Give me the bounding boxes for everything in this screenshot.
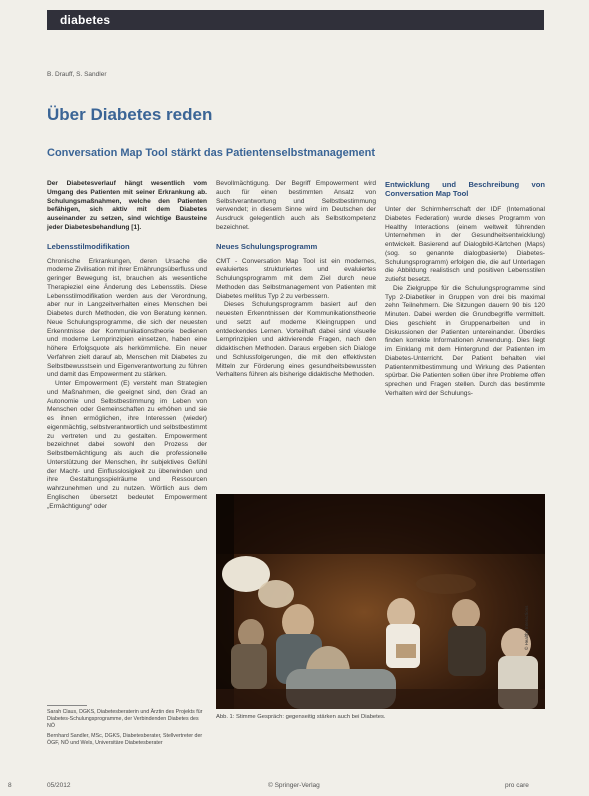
section-label: diabetes [60,13,111,27]
body-paragraph: Dieses Schulungsprogramm basiert auf den neuesten Erkenntnissen der Kommunikationstheorie und setzt auf moderne Kleingruppen und entdeckendes Lernen. Vorteilhaft dabei sind visuelle Lernprinzipien und aktivierende Fragen, nach den didaktischen Methoden. Daraus ergeben sich Dialoge und Schlussfolgerungen, die mit den effektivsten Mitteln zur Förderung eines gesundheitsbewussten Verhaltens führen als bisherige didaktische Methoden. [216,301,376,379]
journal-name: pro care [505,782,529,789]
photo-credit: © Healthy Interactions [524,605,529,650]
section-header-bar [47,10,544,30]
text-column-2 [216,180,376,380]
issue-date: 05/2012 [47,782,71,789]
lead-paragraph: Der Diabetesverlauf hängt wesentlich vom Umgang des Patienten mit seiner Erkrankung ab. Schulungsmaßnahmen, welche den Patienten befähigen, sich aktiv mit dem Diabetes auseinander zu setzen, sind wichtige Bausteine jeder Diabetesbehandlung [1]. [47,180,207,231]
footnote-divider [47,705,87,706]
body-paragraph: Die Zielgruppe für die Schulungsprogramme sind Typ 2-Diabetiker in Gruppen von drei bis maximal zehn Teilnehmern. Die Sitzungen dauern 90 bis 120 Minuten. Dabei werden die Grundbegriffe vermittelt. Dies geschieht in Gruppenarbeiten und in Diskussionen der Patienten untereinander. Überdies finden korrekte Informationen Anwendung. Dies liegt im Einklang mit dem Hintergrund der Patienten im Diabetes-Unterricht. Der Patient behalten viel Patientenmitbestimmung und Wirkung des Patienten spürbar. Die Patienten sollen über ihre Probleme offen sprechen und Fragen stellen. Durch das bestimmte Verhalten wird der Schulungs- [385,284,545,397]
body-paragraph: Bevollmächtigung. Der Begriff Empowerment wird auch für einen bestimmten Ansatz von Selbstverantwortung und Selbstbestimmung verwendet; in diesem Sinne wird im Deutschen der Ausdruck gelegentlich auch als Selbstkompetenz bezeichnet. [216,180,376,231]
body-paragraph: Unter Empowerment (E) versteht man Strategien und Maßnahmen, die geeignet sind, den Grad an Autonomie und Selbstbestimmung im Leben von Menschen oder Gemeinschaften zu erhöhen und sie es ihnen ermöglichen, ihre Interessen (wieder) eigenmächtig, selbstverantwortlich und selbstbestimmt zu vertreten und zu gestalten. Empowerment bezeichnet dabei sowohl den Prozess der Selbstbemächtigung als auch die professionelle Unterstützung der Menschen, ihr subjektives Gefühl der Macht- und Einflusslosigkeit zu überwinden und ihre Gestaltungsspielräume und Ressourcen wahrzunehmen und zu nutzen. Wörtlich aus dem Englischen übersetzt bedeutet Empowerment „Ermächtigung“ oder [47,380,207,510]
body-paragraph: Unter der Schirmherrschaft der IDF (International Diabetes Federation) wurde dieses Programm von Healthy Interactions (einem weltweit führenden Unternehmen in der Gesundheitsentwicklung) entwickelt. Basierend auf Dialogbild-Kärtchen (Maps) (sog. so genannte dialogbasierte) Diabetes-Schulungsprogramm) erfolgen die, die auf Unterlagen die Abbildung realistisch und positiven Lebensstilen zutiefst besetzt. [385,206,545,283]
text-column-3 [385,180,545,399]
author-footnotes [47,705,207,750]
publisher: © Springer-Verlag [268,782,320,789]
article-subtitle: Conversation Map Tool stärkt das Patientenselbstmanagement [47,147,376,159]
text-column-1 [47,180,207,511]
article-authors: B. Drauff, S. Sandler [47,71,107,78]
photo-illustration [216,494,545,709]
footnote: Sarah Claus, DGKS, Diabetesberaterin und Ärztin des Projekts für Diabetes-Schulungsprogramme, der Verbindenden Diabetes des NÖ [47,709,203,729]
body-paragraph: CMT - Conversation Map Tool ist ein modernes, evaluiertes strukturiertes und evaluiertes Schulungsprogramm mit dem Ziel durch neue Methoden das Selbstmanagement von Patienten mit Diabetes mellitus Typ 2 zu verbessern. [216,257,376,300]
section-heading-schulungsprogramm: Neues Schulungsprogramm [216,241,318,251]
photo-caption: Abb. 1: Stimme Gespräch: gegenseitig stärken auch bei Diabetes. [216,714,386,720]
footnote: Bernhard Sandler, MSc, DGKS, Diabetesberater, Stellvertreter der ÖGF, NÖ und Wels, Universitäre Diabetesberater [47,733,203,746]
section-heading-entwicklung: Entwicklung und Beschreibung von Conversation Map Tool [385,180,545,198]
body-paragraph: Chronische Erkrankungen, deren Ursache die moderne Zivilisation mit ihrer Ernährungsüberfluss und geringer Bewegung ist, brauchen als wesentliche Therapieziel eine Änderung des Lebensstils. Diese Lebensstilmodifikation werden aus der Verordnung, aber nur in Langzeitverhalten eines Menschen bei Diabetes durch Methoden, die von Beratung kennen. Neue Schulungsprogramme, die sich der neuesten Erkenntnisse der Kommunikationstheorie bedienen und moderne Lernprinzipien einsetzen, haben eine höhere Erfolgsquote als herkömmliche. Ein neuer Verfahren zielt darauf ab, Menschen mit Diabetes zu Selbstbewusstsein und Eigenverantwortung zu führen und damit das Empowerment zu stärken. [47,257,207,379]
article-title: Über Diabetes reden [47,105,213,124]
section-heading-lebensstil: Lebensstilmodifikation [47,241,130,251]
group-conversation-photo [216,494,545,709]
page-number: 8 [8,782,12,789]
